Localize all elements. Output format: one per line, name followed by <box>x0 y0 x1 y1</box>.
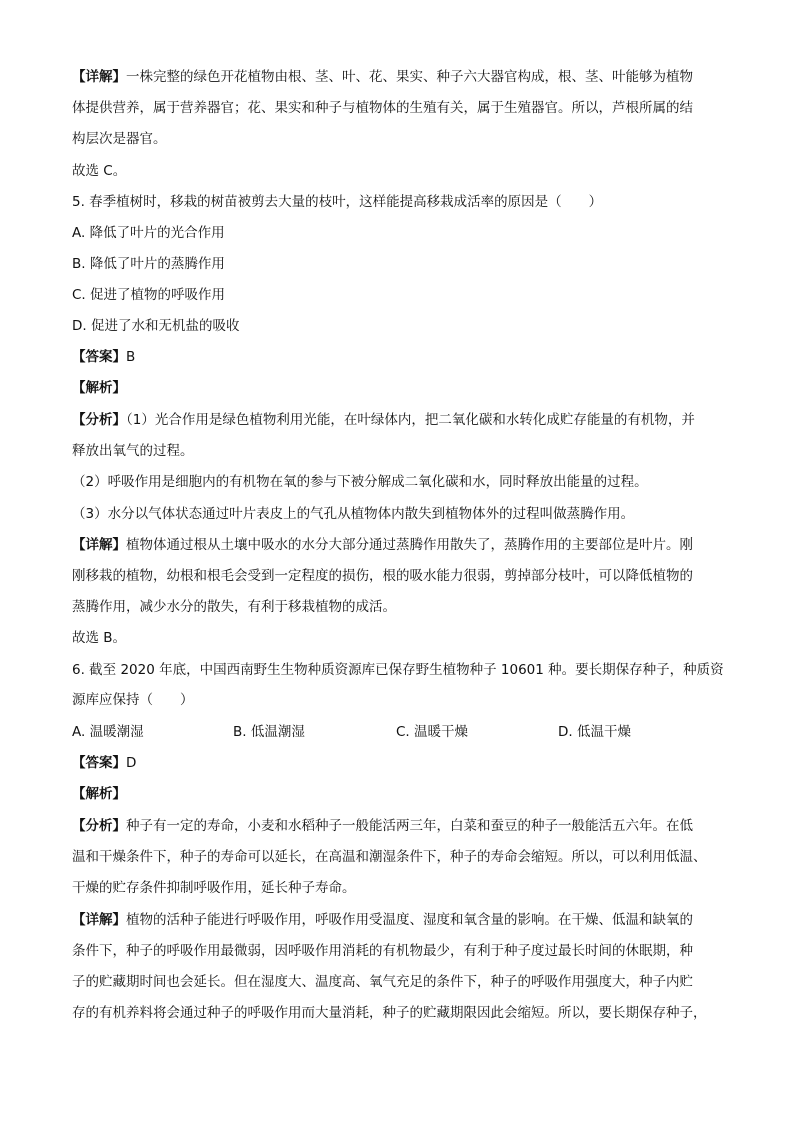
q5-fenxi-line-1 <box>72 410 695 430</box>
q4-detail-text-1: 一株完整的绿色开花植物由根、茎、叶、花、果实、种子六大器官构成，根、茎、叶能够为植物 <box>126 69 693 85</box>
q5-fenxi-line-3: （2）呼吸作用是细胞内的有机物在氧的参与下被分解成二氧化碳和水，同时释放出能量的过程。 <box>72 474 648 490</box>
q5-analysis-tag: 【解析】 <box>72 380 126 396</box>
q6-fenxi-line-1 <box>72 816 693 836</box>
q6-detail-line-3: 子的贮藏期时间也会延长。但在湿度大、温度高、氧气充足的条件下，种子的呼吸作用强度大，种子内贮 <box>72 974 693 990</box>
q6-detail-text-1: 植物的活种子能进行呼吸作用，呼吸作用受温度、湿度和氧含量的影响。在干燥、低温和缺氧的 <box>126 912 693 928</box>
q6-analysis-tag: 【解析】 <box>72 786 126 802</box>
q5-option-c: C. 促进了植物的呼吸作用 <box>72 287 226 303</box>
q6-stem-line-2: 源库应保持（ ） <box>72 692 194 708</box>
q5-detail-line-2: 刚移栽的植物，幼根和根毛会受到一定程度的损伤，根的吸水能力很弱，剪掉部分枝叶，可以降低植物的 <box>72 568 693 584</box>
q5-stem: 5. 春季植树时，移栽的树苗被剪去大量的枝叶，这样能提高移栽成活率的原因是（ ） <box>72 194 603 210</box>
detail-tag: 【详解】 <box>72 912 126 928</box>
q4-detail-line-2: 体提供营养，属于营养器官；花、果实和种子与植物体的生殖有关，属于生殖器官。所以，芦根所属的结 <box>72 100 693 116</box>
q5-detail-text-1: 植物体通过根从土壤中吸水的水分大部分通过蒸腾作用散失了，蒸腾作用的主要部位是叶片。刚 <box>126 537 693 553</box>
q5-conclusion: 故选 B。 <box>72 630 127 646</box>
q6-answer <box>72 753 136 773</box>
q6-fenxi-line-2: 温和干燥条件下，种子的寿命可以延长，在高温和潮湿条件下，种子的寿命会缩短。所以，可以利用低温、 <box>72 849 707 865</box>
q6-detail-line-4: 存的有机养料将会通过种子的呼吸作用而大量消耗，种子的贮藏期限因此会缩短。所以，要长期保存种子， <box>72 1005 707 1021</box>
q5-fenxi-line-4: （3）水分以气体状态通过叶片表皮上的气孔从植物体内散失到植物体外的过程叫做蒸腾作用。 <box>72 506 635 522</box>
detail-tag: 【详解】 <box>72 537 126 553</box>
fenxi-tag: 【分析】 <box>72 818 126 834</box>
q5-option-b: B. 降低了叶片的蒸腾作用 <box>72 256 225 272</box>
q5-fenxi-text-1: （1）光合作用是绿色植物利用光能，在叶绿体内，把二氧化碳和水转化成贮存能量的有机物，并 <box>126 412 695 428</box>
q6-option-a: A. 温暖潮湿 <box>72 724 144 740</box>
q6-option-d: D. 低温干燥 <box>558 724 631 740</box>
q5-fenxi-line-2: 释放出氧气的过程。 <box>72 443 194 459</box>
q4-conclusion: 故选 C。 <box>72 163 127 179</box>
fenxi-tag: 【分析】 <box>72 412 126 428</box>
detail-tag: 【详解】 <box>72 69 126 85</box>
q6-stem-line-1: 6. 截至 2020 年底，中国西南野生生物种质资源库已保存野生植物种子 10601 种。要长期保存种子，种质资 <box>72 662 724 678</box>
q5-answer <box>72 347 135 367</box>
q6-detail-line-2: 条件下，种子的呼吸作用最微弱，因呼吸作用消耗的有机物最少，有利于种子度过最长时间的休眠期，种 <box>72 943 693 959</box>
q5-detail-line-1 <box>72 535 693 555</box>
q4-detail-line-3: 构层次是器官。 <box>72 131 167 147</box>
q6-fenxi-line-3: 干燥的贮存条件抑制呼吸作用，延长种子寿命。 <box>72 880 356 896</box>
answer-tag: 【答案】 <box>72 755 126 771</box>
q6-detail-line-1 <box>72 910 693 930</box>
q5-detail-line-3: 蒸腾作用，减少水分的散失，有利于移栽植物的成活。 <box>72 599 396 615</box>
q5-answer-value: B <box>126 349 136 365</box>
q6-option-b: B. 低温潮湿 <box>233 724 305 740</box>
q5-option-a: A. 降低了叶片的光合作用 <box>72 225 225 241</box>
q6-answer-value: D <box>126 755 137 771</box>
q5-option-d: D. 促进了水和无机盐的吸收 <box>72 318 240 334</box>
answer-tag: 【答案】 <box>72 349 126 365</box>
q6-fenxi-text-1: 种子有一定的寿命，小麦和水稻种子一般能活两三年，白菜和蚕豆的种子一般能活五六年。在低 <box>126 818 693 834</box>
q6-option-c: C. 温暖干燥 <box>396 724 469 740</box>
q4-detail-line-1 <box>72 67 693 87</box>
